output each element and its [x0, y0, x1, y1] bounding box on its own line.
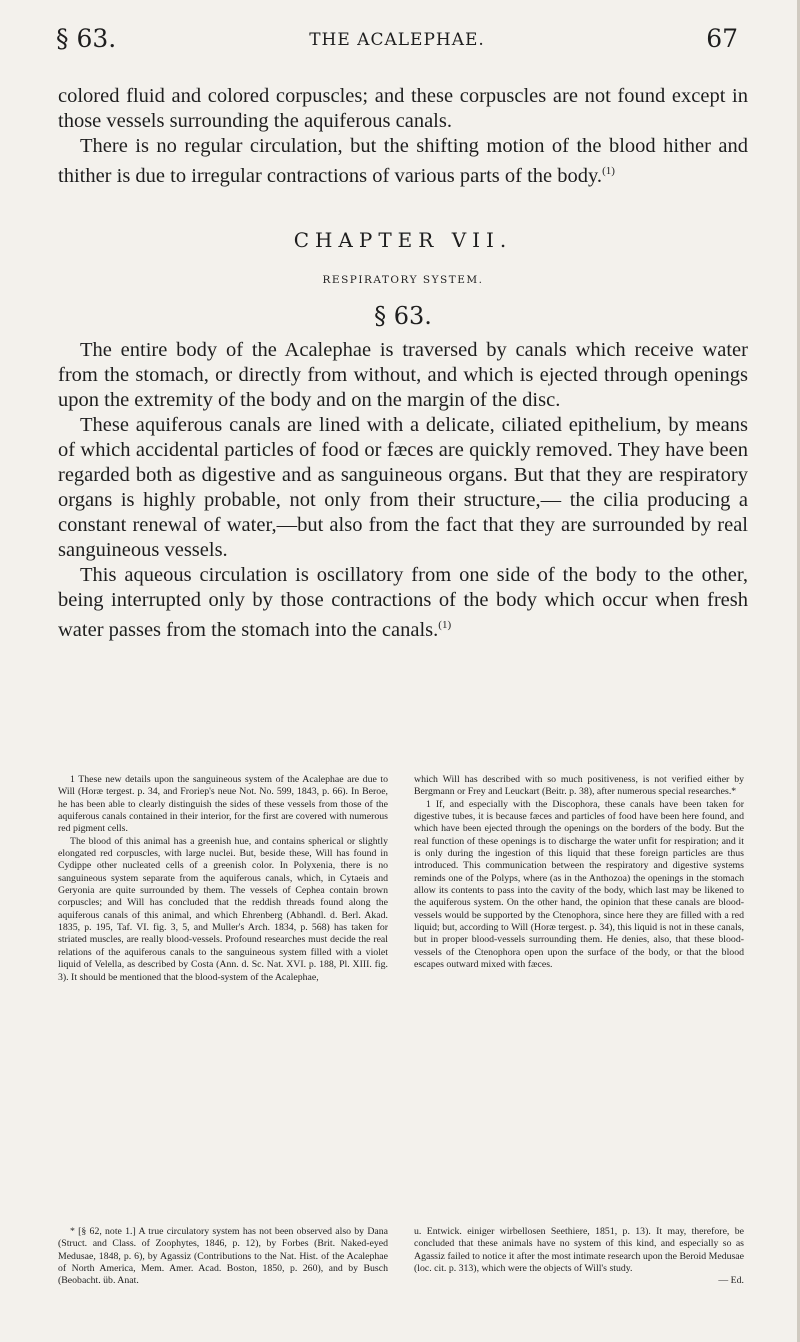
footnote: which Will has described with so much positiveness, is not verified either by Bergmann or Frey and Leuckart (Beitr. p. 38), after numerous special researches.*: [414, 774, 744, 798]
chapter-subtitle: RESPIRATORY SYSTEM.: [322, 274, 484, 286]
footnote-ref: (1): [438, 619, 452, 631]
continued-text: [58, 84, 748, 189]
footnote-column-left: [58, 774, 388, 984]
paragraph: These aquiferous canals are lined with a delicate, ciliated epithelium, by means of which accidental particles of food or fæces are quickly removed. They have been regarded both as digestive and as sanguineous organs. But that they are respiratory organs is highly probable, not only from their structure,— the cilia producing a constant renewal of water,—but also from the fact that they are surrounded by real sanguineous vessels.: [58, 414, 748, 561]
section-text: [58, 338, 748, 643]
running-header: [56, 24, 738, 58]
footnote: 1 If, and especially with the Discophora, these canals have been taken for digestive tubes, it is because fæces and particles of food have been here found, and which have been ejected through the openings on the borders of the body. But the real function of these openings is to discharge the water unfit for respiration; and it is only during the ingestion of this liquid that these foreign particles are thus introduced. This communication between the respiratory and digestive systems reminds one of the Polyps, where (as in the Anthozoa) the openings in the stomach allow its contents to pass into the cavity of the body, which last may be likened to the aquiferous system. On the other hand, the opinion that these canals are blood-vessels would be supported by the Ctenophora, since here they are filled with a red liquid; but, according to Will (Horæ tergest. p. 34), this liquid is not in these canals, but in proper blood-vessels surrounding them. He denies, also, that these blood-vessels of the Ctenophora open upon the surface of the body, or that the blood escapes outward mixed with fæces.: [414, 798, 744, 971]
editor-signature: — Ed.: [718, 1275, 744, 1287]
chapter-subtitle-block: [58, 274, 748, 286]
header-title: THE ACALEPHAE.: [309, 30, 485, 50]
footnote-column-right: [414, 774, 744, 972]
paragraph: The entire body of the Acalephae is traversed by canals which receive water from the stomach, or directly from without, and which is ejected through openings upon the extremity of the body and on the margin of the disc.: [58, 339, 748, 411]
editor-note-right: [414, 1226, 744, 1288]
header-section: § 63.: [56, 24, 117, 53]
section-heading: § 63.: [374, 302, 432, 330]
section-heading-block: [58, 302, 748, 330]
footnote: 1 These new details upon the sanguineous system of the Acalephae are due to Will (Horæ tergest. p. 34, and Froriep's neue Not. No. 599, 1843, p. 66). In Beroe, he has been able to clearly distinguish the sides of these vessels from those of the aquiferous canals contained in their interior, for the first are covered with numerous red pigment cells.: [58, 774, 388, 835]
chapter-heading: [58, 228, 748, 252]
footnote: The blood of this animal has a greenish hue, and contains spherical or slightly elongated red corpuscles, with large nuclei. But, beside these, Will has found in Cydippe other nucleated cells of a greenish color. In Polyxenia, there is no sanguineous system separate from the aquiferous canals, which, in Cytaeis and Geryonia are quite surrounded by them. The vessels of Cephea contain brown corpuscles; and Will has concluded that the reddish threads found along the aquiferous canals of this animal, and which Ehrenberg (Abhandl. d. Berl. Akad. 1835, p. 195, Taf. VI. fig. 3, 5, and Muller's Arch. 1834, p. 568) has taken for striated muscles, are really blood-vessels. Profound researches must decide the real relations of the aquiferous canals to the sanguineous system filled with a violet liquid of Velella, as described by Costa (Ann. d. Sc. Nat. XVI. p. 188, Pl. XIII. fig. 3). It should be mentioned that the blood-system of the Acalephae,: [58, 835, 388, 983]
chapter-title: CHAPTER VII.: [293, 228, 513, 252]
editor-note-left: [58, 1226, 388, 1288]
paragraph: There is no regular circulation, but the shifting motion of the blood hither and thither is due to irregular contractions of various parts of the body.$^{(1)}$: [58, 135, 748, 187]
paragraph: This aqueous circulation is oscillatory from one side of the body to the other, being interrupted only by those contractions of the body which occur when fresh water passes from the stomach into the canals.$^{(1)}$: [58, 564, 748, 641]
editor-note: u. Entwick. einiger wirbellosen Seethiere, 1851, p. 13). It may, therefore, be concluded that these animals have no system of this kind, and especially so as Agassiz failed to notice it after the most intimate research upon the Beroid Medusae (loc. cit. p. 313), which were the objects of Will's study.: [414, 1226, 744, 1275]
paragraph: colored fluid and colored corpuscles; and these corpuscles are not found except in those vessels surrounding the aquiferous canals.: [58, 85, 748, 132]
page-number: 67: [706, 24, 738, 53]
footnote-ref: (1): [602, 165, 615, 177]
editor-note: * [§ 62, note 1.] A true circulatory system has not been observed also by Dana (Struct. and Class. of Zoophytes, 1846, p. 12), by Forbes (Brit. Naked-eyed Medusae, 1848, p. 6), by Agassiz (Contributions to the Nat. Hist. of the Acalephae of North America, Mem. Amer. Acad. Boston, 1850, p. 260), and by Busch (Beobacht. üb. Anat.: [58, 1226, 388, 1287]
